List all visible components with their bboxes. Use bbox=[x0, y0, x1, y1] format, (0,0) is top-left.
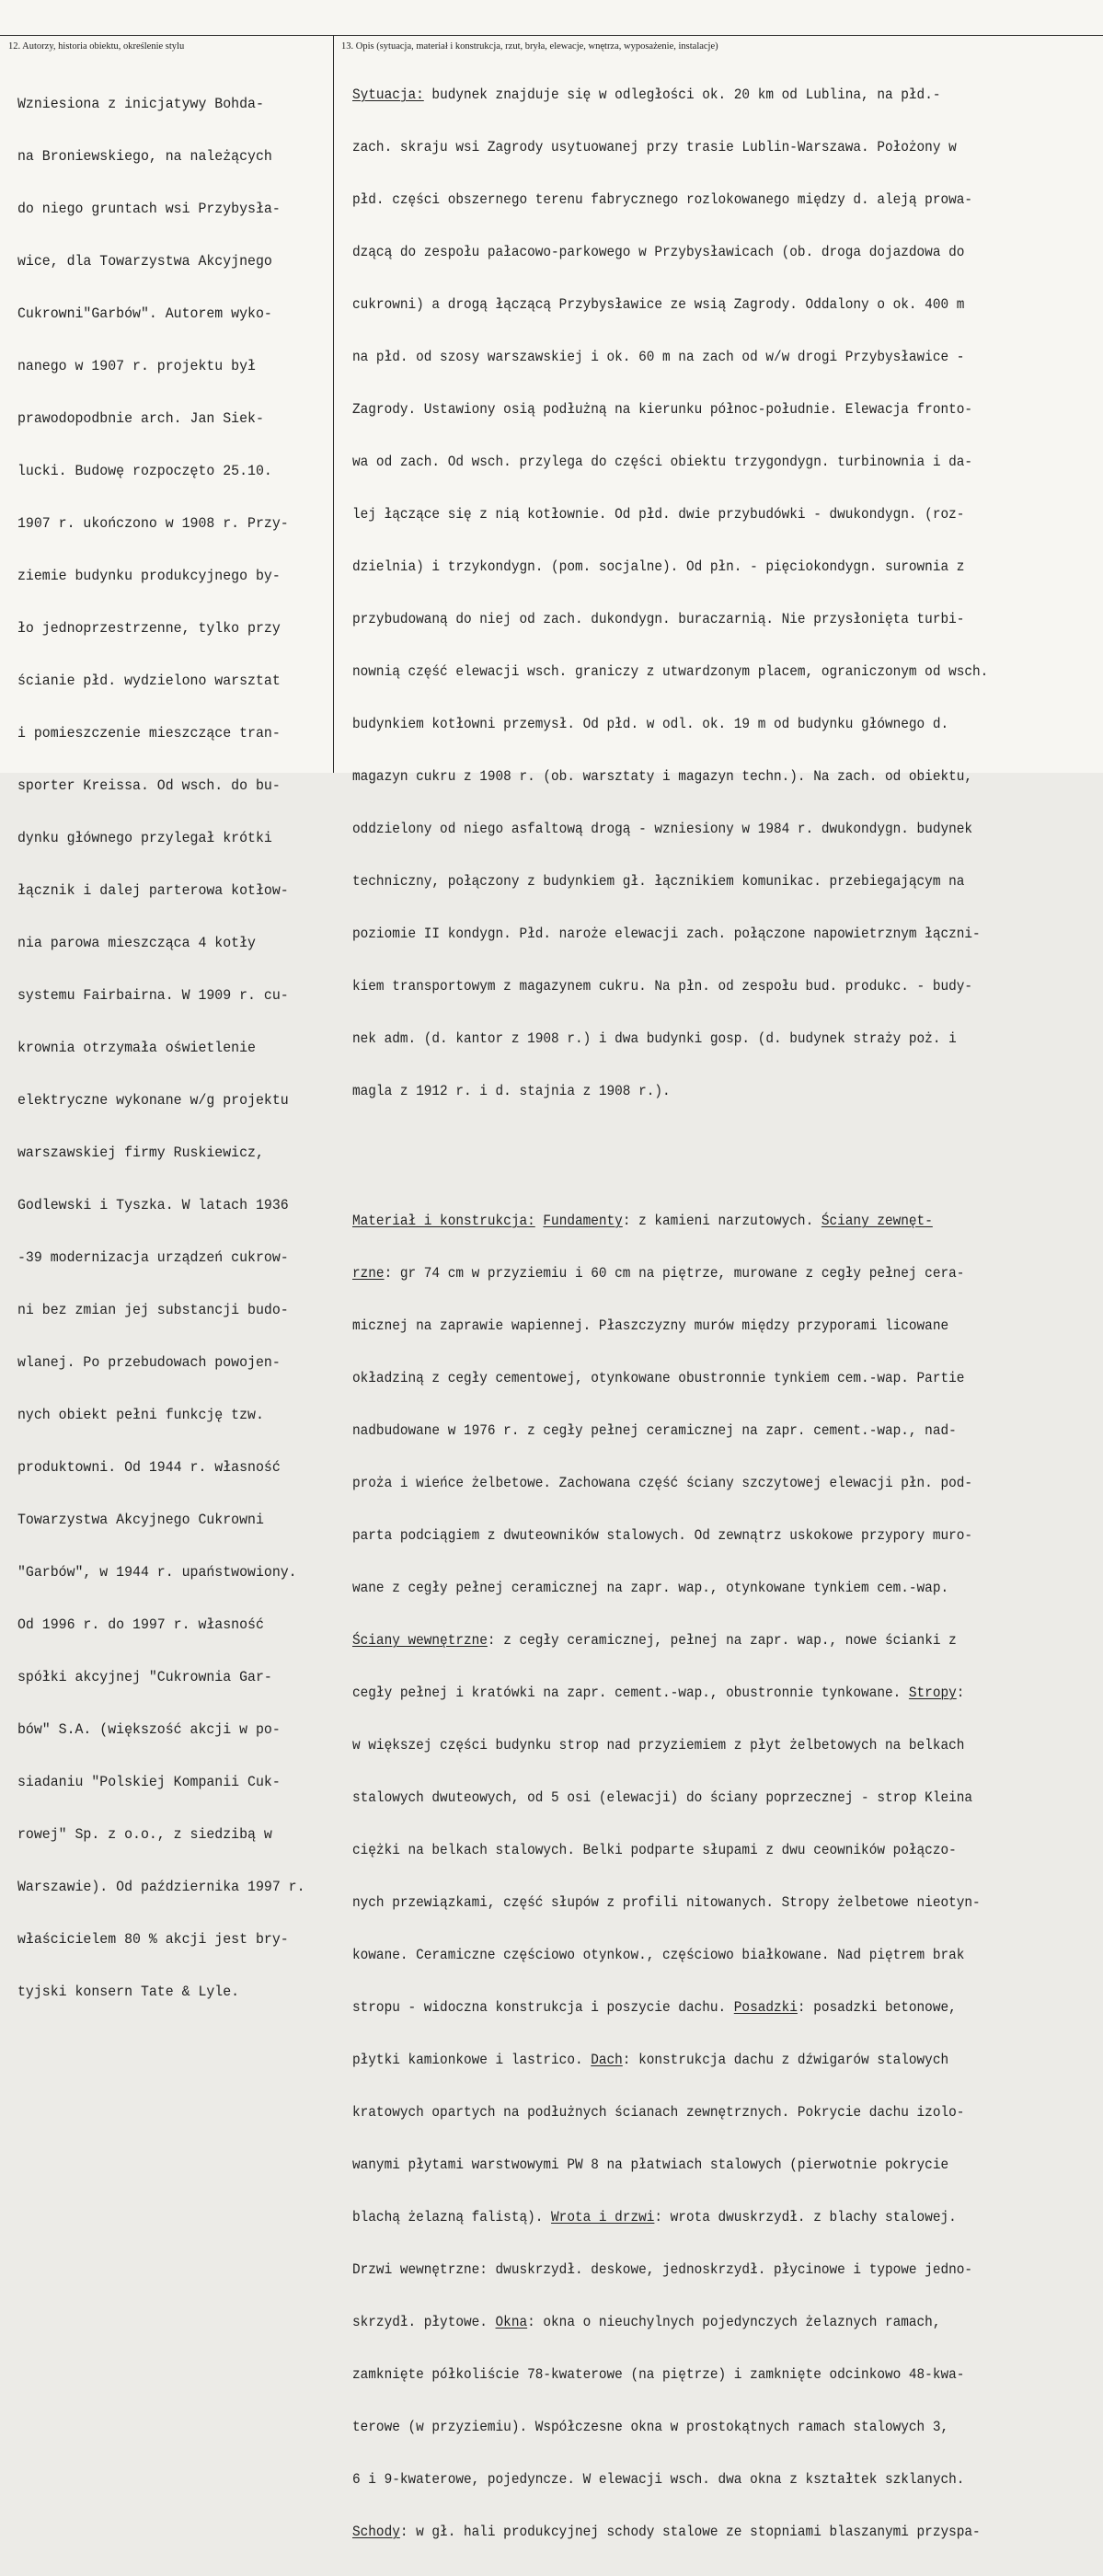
history-line: elektryczne wykonane w/g projektu bbox=[17, 1092, 289, 1109]
material-line: 6 i 9-kwaterowe, pojedyncze. W elewacji wsch. dwa okna z kształtek szklanych. bbox=[352, 2471, 965, 2488]
history-line: nanego w 1907 r. projektu był bbox=[17, 358, 256, 374]
sciany-zewn-text: : gr 74 cm w przyziemiu i 60 cm na piętrze, murowane z cegły pełnej cera- bbox=[384, 1265, 965, 1282]
okna-pre: skrzydł. płytowe. bbox=[352, 2314, 496, 2330]
posadzki-pre: stropu - widoczna konstrukcja i poszycie dachu. bbox=[352, 1999, 734, 2016]
sytuacja-line: lej łączące się z nią kotłownie. Od płd. dwie przybudówki - dwukondygn. (roz- bbox=[352, 506, 965, 523]
posadzki-text: : posadzki betonowe, bbox=[797, 1999, 957, 2016]
history-line: na Broniewskiego, na należących bbox=[17, 148, 272, 165]
wrota-line bbox=[352, 2209, 988, 2226]
schody-text: : w gł. hali produkcyjnej schody stalowe ze stopniami blaszanymi przyspa- bbox=[399, 2524, 981, 2540]
sytuacja-line: budynkiem kotłowni przemysł. Od płd. w odl. ok. 19 m od budynku głównego d. bbox=[352, 716, 949, 732]
paragraph-gap bbox=[352, 1153, 988, 1160]
stropy-line bbox=[352, 1685, 988, 1702]
history-line: ni bez zmian jej substancji budo- bbox=[17, 1302, 289, 1318]
schody-line bbox=[352, 2524, 988, 2541]
sciany-wewn-text: : z cegły ceramicznej, pełnej na zapr. wap., nowe ścianki z bbox=[487, 1632, 957, 1649]
history-line: bów" S.A. (większość akcji w po- bbox=[17, 1721, 281, 1738]
fundamenty-text: : z kamieni narzutowych. bbox=[622, 1213, 822, 1229]
material-line: nadbudowane w 1976 r. z cegły pełnej ceramicznej na zapr. cement.-wap., nad- bbox=[352, 1422, 957, 1439]
history-line: dynku głównego przylegał krótki bbox=[17, 830, 272, 846]
history-line: i pomieszczenie mieszczące tran- bbox=[17, 725, 281, 742]
material-line: kowane. Ceramiczne częściowo otynkow., częściowo białkowane. Nad piętrem brak bbox=[352, 1947, 965, 1963]
sytuacja-line: poziomie II kondygn. Płd. naroże elewacji zach. połączone napowietrznym łączni- bbox=[352, 926, 981, 942]
sciany-wewn-label: Ściany wewnętrzne bbox=[352, 1632, 488, 1649]
history-line: ło jednoprzestrzenne, tylko przy bbox=[17, 620, 281, 637]
material-first-line bbox=[352, 1213, 988, 1230]
history-line: -39 modernizacja urządzeń cukrow- bbox=[17, 1249, 289, 1266]
okna-text: : okna o nieuchylnych pojedynczych żelaznych ramach, bbox=[527, 2314, 941, 2330]
sciany-wewn-line bbox=[352, 1632, 988, 1650]
sytuacja-line: zach. skraju wsi Zagrody usytuowanej przy trasie Lublin-Warszawa. Położony w bbox=[352, 139, 957, 155]
material-line: kratowych opartych na podłużnych ścianach zewnętrznych. Pokrycie dachu izolo- bbox=[352, 2104, 965, 2121]
sytuacja-label: Sytuacja: bbox=[352, 86, 424, 103]
material-line: Drzwi wewnętrzne: dwuskrzydł. deskowe, jednoskrzydł. płycinowe i typowe jedno- bbox=[352, 2261, 973, 2278]
history-line: Od 1996 r. do 1997 r. własność bbox=[17, 1616, 264, 1633]
dach-line bbox=[352, 2052, 988, 2069]
history-text bbox=[17, 61, 305, 2036]
history-line: ziemie budynku produkcyjnego by- bbox=[17, 568, 281, 584]
history-line: Warszawie). Od października 1997 r. bbox=[17, 1879, 305, 1895]
sciany-wewn-text-cont: cegły pełnej i kratówki na zapr. cement.-wap., obustronnie tynkowane. bbox=[352, 1685, 909, 1701]
left-column-heading: 12. Autorzy, historia obiektu, określenie stylu bbox=[8, 41, 185, 52]
dach-pre: płytki kamionkowe i lastrico. bbox=[352, 2052, 592, 2068]
sytuacja-first-line-text: budynek znajduje się w odległości ok. 20 km od Lublina, na płd.- bbox=[423, 86, 941, 103]
sytuacja-line: dzącą do zespołu pałacowo-parkowego w Przybysławicach (ob. droga dojazdowa do bbox=[352, 244, 965, 260]
material-label: Materiał i konstrukcja: bbox=[352, 1213, 535, 1229]
wrota-text: : wrota dwuskrzydł. z blachy stalowej. bbox=[654, 2209, 957, 2225]
description-text bbox=[352, 52, 988, 2576]
history-line: krownia otrzymała oświetlenie bbox=[17, 1040, 256, 1056]
history-line: lucki. Budowę rozpoczęto 25.10. bbox=[17, 463, 272, 479]
history-line: Wzniesiona z inicjatywy Bohda- bbox=[17, 96, 264, 112]
sytuacja-line: kiem transportowym z magazynem cukru. Na płn. od zespołu bud. produkc. - budy- bbox=[352, 978, 973, 995]
history-line: 1907 r. ukończono w 1908 r. Przy- bbox=[17, 515, 289, 532]
material-line: parta podciągiem z dwuteowników stalowych. Od zewnątrz uskokowe przypory muro- bbox=[352, 1527, 973, 1544]
sytuacja-line: magazyn cukru z 1908 r. (ob. warsztaty i magazyn techn.). Na zach. od obiektu, bbox=[352, 768, 973, 785]
schody-label: Schody bbox=[352, 2524, 400, 2540]
stropy-label: Stropy bbox=[908, 1685, 957, 1701]
history-line: Cukrowni"Garbów". Autorem wyko- bbox=[17, 305, 272, 322]
history-line: prawodopodbnie arch. Jan Siek- bbox=[17, 410, 264, 427]
history-line: nych obiekt pełni funkcję tzw. bbox=[17, 1407, 264, 1423]
right-column-heading: 13. Opis (sytuacja, materiał i konstrukcja, rzut, bryła, elewacje, wnętrza, wyposażenie, instalacje) bbox=[341, 41, 718, 52]
material-line: nych przewiązkami, część słupów z profili nitowanych. Stropy żelbetowe nieotyn- bbox=[352, 1894, 981, 1911]
column-divider bbox=[333, 35, 334, 773]
history-line: do niego gruntach wsi Przybysła- bbox=[17, 201, 281, 217]
wrota-label: Wrota i drzwi bbox=[551, 2209, 655, 2225]
sytuacja-line: techniczny, połączony z budynkiem gł. łącznikiem komunikac. przebiegającym na bbox=[352, 873, 965, 890]
sytuacja-line: cukrowni) a drogą łączącą Przybysławice ze wsią Zagrody. Oddalony o ok. 400 m bbox=[352, 296, 965, 313]
material-line: proża i wieńce żelbetowe. Zachowana część ściany szczytowej elewacji płn. pod- bbox=[352, 1475, 973, 1491]
material-line: micznej na zaprawie wapiennej. Płaszczyzny murów między przyporami licowane bbox=[352, 1317, 949, 1334]
material-line: ciężki na belkach stalowych. Belki podparte słupami z dwu ceowników połączo- bbox=[352, 1842, 957, 1858]
sytuacja-line: Zagrody. Ustawiony osią podłużną na kierunku północ-południe. Elewacja fronto- bbox=[352, 401, 973, 418]
history-line: sporter Kreissa. Od wsch. do bu- bbox=[17, 777, 281, 794]
history-line: "Garbów", w 1944 r. upaństwowiony. bbox=[17, 1564, 297, 1581]
sytuacja-line: oddzielony od niego asfaltową drogą - wzniesiony w 1984 r. dwukondygn. budynek bbox=[352, 821, 973, 837]
history-line: rowej" Sp. z o.o., z siedzibą w bbox=[17, 1826, 272, 1843]
okna-label: Okna bbox=[495, 2314, 528, 2330]
history-line: łącznik i dalej parterowa kotłow- bbox=[17, 882, 289, 899]
material-line: stalowych dwuteowych, od 5 osi (elewacji) do ściany poprzecznej - strop Kleina bbox=[352, 1789, 973, 1806]
sytuacja-line: nownią część elewacji wsch. graniczy z utwardzonym placem, ograniczonym od wsch. bbox=[352, 663, 989, 680]
sciany-zewn-label: Ściany zewnęt- bbox=[821, 1213, 933, 1229]
history-line: wice, dla Towarzystwa Akcyjnego bbox=[17, 253, 272, 270]
posadzki-line bbox=[352, 1999, 988, 2017]
sytuacja-line: na płd. od szosy warszawskiej i ok. 60 m na zach od w/w drogi Przybysławice - bbox=[352, 349, 965, 365]
sytuacja-line: płd. części obszernego terenu fabrycznego rozlokowanego między d. aleją prowa- bbox=[352, 191, 973, 208]
history-line: produktowni. Od 1944 r. własność bbox=[17, 1459, 281, 1476]
history-line: Towarzystwa Akcyjnego Cukrowni bbox=[17, 1512, 264, 1528]
okna-line bbox=[352, 2314, 988, 2331]
sytuacja-line: przybudowaną do niej od zach. dukondygn. buraczarnią. Nie przysłonięta turbi- bbox=[352, 611, 965, 627]
history-line: Godlewski i Tyszka. W latach 1936 bbox=[17, 1197, 289, 1213]
sytuacja-line: nek adm. (d. kantor z 1908 r.) i dwa budynki gosp. (d. budynek straży poż. i bbox=[352, 1030, 957, 1047]
history-line: systemu Fairbairna. W 1909 r. cu- bbox=[17, 987, 289, 1004]
sytuacja-line: magla z 1912 r. i d. stajnia z 1908 r.). bbox=[352, 1083, 671, 1099]
history-line: spółki akcyjnej "Cukrownia Gar- bbox=[17, 1669, 272, 1685]
material-line: wane z cegły pełnej ceramicznej na zapr. wap., otynkowane tynkiem cem.-wap. bbox=[352, 1580, 949, 1596]
header-divider bbox=[0, 35, 1103, 36]
sciany-zewn-label-cont: rzne bbox=[352, 1265, 385, 1282]
wrota-pre: blachą żelazną falistą). bbox=[352, 2209, 552, 2225]
material-line: okładziną z cegły cementowej, otynkowane obustronnie tynkiem cem.-wap. Partie bbox=[352, 1370, 965, 1386]
posadzki-label: Posadzki bbox=[733, 1999, 798, 2016]
history-line: warszawskiej firmy Ruskiewicz, bbox=[17, 1144, 264, 1161]
material-line: w większej części budynku strop nad przyziemiem z płyt żelbetowych na belkach bbox=[352, 1737, 965, 1754]
material-second-line bbox=[352, 1265, 988, 1282]
history-line: wlanej. Po przebudowach powojen- bbox=[17, 1354, 281, 1371]
material-line: terowe (w przyziemiu). Współczesne okna w prostokątnych ramach stalowych 3, bbox=[352, 2419, 949, 2435]
history-line: ścianie płd. wydzielono warsztat bbox=[17, 673, 281, 689]
sytuacja-line: wa od zach. Od wsch. przylega do części obiektu trzygondygn. turbinownia i da- bbox=[352, 454, 973, 470]
history-line: siadaniu "Polskiej Kompanii Cuk- bbox=[17, 1774, 281, 1790]
material-line: wanymi płytami warstwowymi PW 8 na płatwiach stalowych (pierwotnie pokrycie bbox=[352, 2156, 949, 2173]
dach-text: : konstrukcja dachu z dźwigarów stalowych bbox=[622, 2052, 949, 2068]
history-line: nia parowa mieszcząca 4 kotły bbox=[17, 935, 256, 951]
sytuacja-first-line bbox=[352, 86, 988, 104]
stropy-colon: : bbox=[956, 1685, 965, 1701]
fundamenty-label: Fundamenty bbox=[543, 1213, 623, 1229]
history-line: właścicielem 80 % akcji jest bry- bbox=[17, 1931, 289, 1948]
material-line: zamknięte półkoliście 78-kwaterowe (na piętrze) i zamknięte odcinkowo 48-kwa- bbox=[352, 2366, 965, 2383]
dach-label: Dach bbox=[591, 2052, 623, 2068]
history-line: tyjski konsern Tate & Lyle. bbox=[17, 1984, 240, 2000]
sytuacja-line: dzielnia) i trzykondygn. (pom. socjalne). Od płn. - pięciokondygn. surownia z bbox=[352, 558, 965, 575]
